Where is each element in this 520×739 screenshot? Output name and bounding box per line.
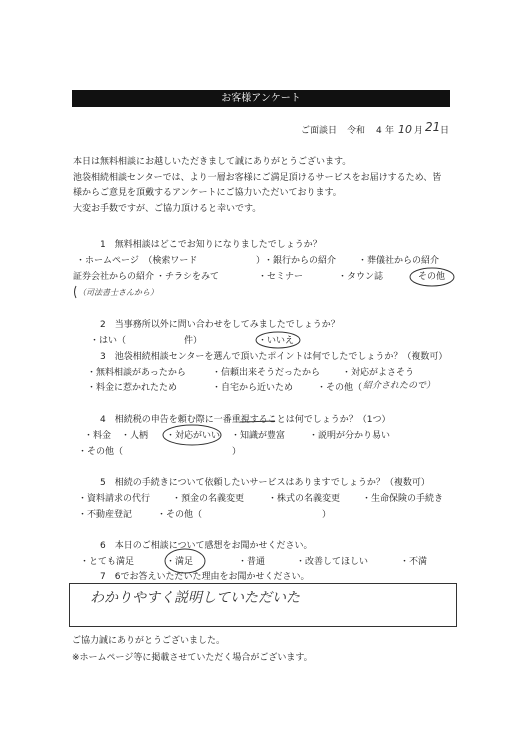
intro-line-2: 池袋相続相談センターでは、より一層お客様にご満足頂けるサービスをお届けするため、皆 [73,173,442,183]
survey-title: お客様アンケート [72,90,450,107]
q5-question: 5 相続の手続きについて依頼したいサービスはありますでしょうか？（複数可） [100,478,430,488]
q6-satisfied-circle [165,549,205,573]
visit-date-year: 4 [376,126,382,136]
q6-opt-unsatisfied: ・不満 [400,557,428,567]
q6-opt-improve: ・改善してほしい [296,557,369,567]
q1-opt-other: その他 [418,272,446,282]
q6-opt-very: ・とても満足 [80,557,135,567]
q3-opt-fee: ・料金に惹かれたため [87,383,178,393]
q2-no-circle [256,332,300,348]
q6-question: 6 本日のご相談について感想をお聞かせください。 [100,541,313,551]
q1-opt-flyer: ・チラシをみて [156,272,220,282]
visit-date-month-unit: 月 [414,126,424,136]
q1-opt-seminar: ・セミナー [258,272,304,282]
q1-question: 1 無料相談はどこでお知りになりましたでしょうか？ [100,240,322,250]
q1-opt-bank: ・銀行からの紹介 [264,256,337,266]
intro-line-3: 様からご意見を頂戴するアンケートにご協力いただいております。 [73,188,342,198]
q3-opt-trust: ・信頼出来そうだったから [212,368,321,378]
q4-opt-knowledge: ・知識が豊富 [231,431,286,441]
q7-question: 7 6でお答えいただいた理由をお聞かせください。 [100,572,310,582]
q4-underline-mark [240,421,275,422]
q1-other-circle [410,268,454,286]
visit-date-era: 令和 [347,126,366,136]
q1-opt-homepage: ・ホームページ （検索ワード [76,256,198,266]
q2-opt-yes: ・はい（ [90,336,127,346]
visit-date-year-unit: 年 [385,126,395,136]
q4-question: 4 相続税の申告を頼む際に一番重視することは何でしょうか？（1つ） [100,415,391,425]
intro-line-4: 大変お手数ですが、ご協力頂けると幸いです。 [73,204,262,214]
q3-opt-other: ・その他（ [317,383,363,393]
q5-opt-other-close: ） [322,510,332,520]
visit-date-day: 21 [425,120,441,134]
q1-opt-securities: 証券会社からの紹介 [73,272,155,282]
q1-answer-bracket [75,286,77,298]
q4-opt-explain: ・説明が分かり易い [309,431,391,441]
q4-opt-service: ・対応がいい [166,431,221,441]
q4-service-circle [163,425,221,445]
q3-opt-near: ・自宅から近いため [212,383,294,393]
q4-opt-other: ・その他（ [78,447,124,457]
q5-opt-docs: ・資料請求の代行 [78,494,151,504]
visit-date-label: ご面談日 [301,126,338,136]
q3-other-answer: 紹介されたので） [363,381,436,391]
intro-line-1: 本日は無料相談にお越しいただきまして誠にありがとうございます。 [73,157,352,167]
q5-opt-insurance: ・生命保険の手続き [362,494,444,504]
q2-opt-no: ・いいえ [258,336,295,346]
q3-opt-free: ・無料相談があったから [87,368,186,378]
q1-opt-homepage-close: ） [256,256,266,266]
q1-other-answer: （司法書士さんから） [78,288,158,297]
q5-opt-deposit: ・預金の名義変更 [172,494,245,504]
visit-date-day-unit: 日 [440,126,450,136]
q2-opt-yes-unit: 件） [184,336,203,346]
q5-opt-stock: ・株式の名義変更 [268,494,341,504]
q4-opt-person: ・人柄 [121,431,149,441]
q5-opt-realestate: ・不動産登記 [78,510,133,520]
q3-question: 3 池袋相続相談センターを選んで頂いたポイントは何でしたでしょうか？（複数可） [100,352,448,362]
q3-opt-service: ・対応がよさそう [342,368,415,378]
q5-opt-other: ・その他（ [157,510,203,520]
visit-date-month: 10 [398,123,412,136]
q2-question: 2 当事務所以外に問い合わせをしてみましたでしょうか？ [100,320,340,330]
q1-opt-funeral: ・葬儀社からの紹介 [358,256,440,266]
q4-opt-fee: ・料金 [84,431,112,441]
q7-answer: わかりやすく説明していただいた [90,590,300,606]
q1-opt-town: ・タウン誌 [338,272,384,282]
footer-thanks: ご協力誠にありがとうございました。 [72,636,226,646]
q4-opt-other-close: ） [232,447,242,457]
q6-opt-normal: ・普通 [238,557,266,567]
q6-opt-satisfied: ・満足 [166,557,194,567]
footer-note: ※ホームページ等に掲載させていただく場合がございます。 [72,653,313,663]
